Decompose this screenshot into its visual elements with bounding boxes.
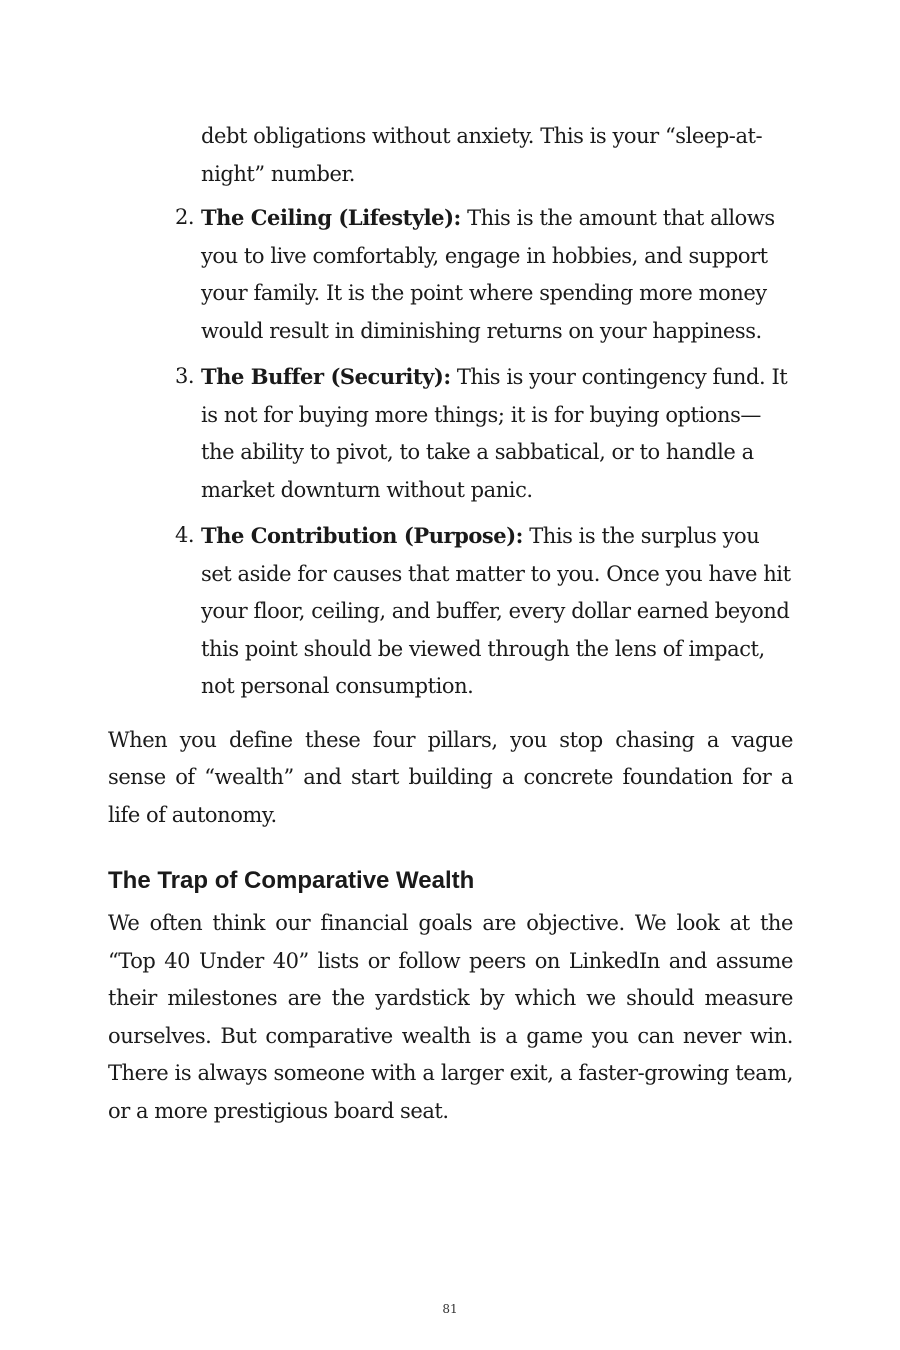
page-body [108,118,793,1130]
list-item-number: 4. [175,523,195,547]
list-item [175,358,793,509]
section-heading: The Trap of Comparative Wealth [108,867,475,894]
list-item-number: 3. [175,364,195,388]
pillars-list [108,199,793,706]
list-item-text: This is your contingency fund. It is not for buying more things; it is for buying options—the ability to pivot, to take a sabbatical, or to handle a market downturn without panic. [201,365,788,502]
list-item-text: This is the amount that allows you to live comfortably, engage in hobbies, and support your family. It is the point where spending more money would result in diminishing returns on your happiness. [201,206,775,343]
list-item-text: This is the surplus you set aside for causes that matter to you. Once you have hit your floor, ceiling, and buffer, every dollar earned beyond this point should be viewed through the lens of impact, not personal consumption. [201,524,791,698]
list-item-continuation: debt obligations without anxiety. This is your “sleep-at-night” number. [201,124,763,186]
list-item-title: The Ceiling (Lifestyle): [201,205,461,230]
list-item [175,199,793,350]
list-item [175,517,793,706]
summary-paragraph: When you define these four pillars, you stop chasing a vague sense of “wealth” and start building a concrete foundation for a life of autonomy. [108,727,793,827]
list-item-title: The Contribution (Purpose): [201,523,523,548]
list-item-title: The Buffer (Security): [201,364,451,389]
list-item-number: 2. [175,205,195,229]
page-number: 81 [442,1302,458,1316]
section-paragraph: We often think our financial goals are objective. We look at the “Top 40 Under 40” lists or follow peers on LinkedIn and assume their milestones are the yardstick by which we should measure ourselves. But comparative wealth is a game you can never win. There is always someone with a larger exit, a faster-growing team, or a more prestigious board seat. [108,911,793,1123]
